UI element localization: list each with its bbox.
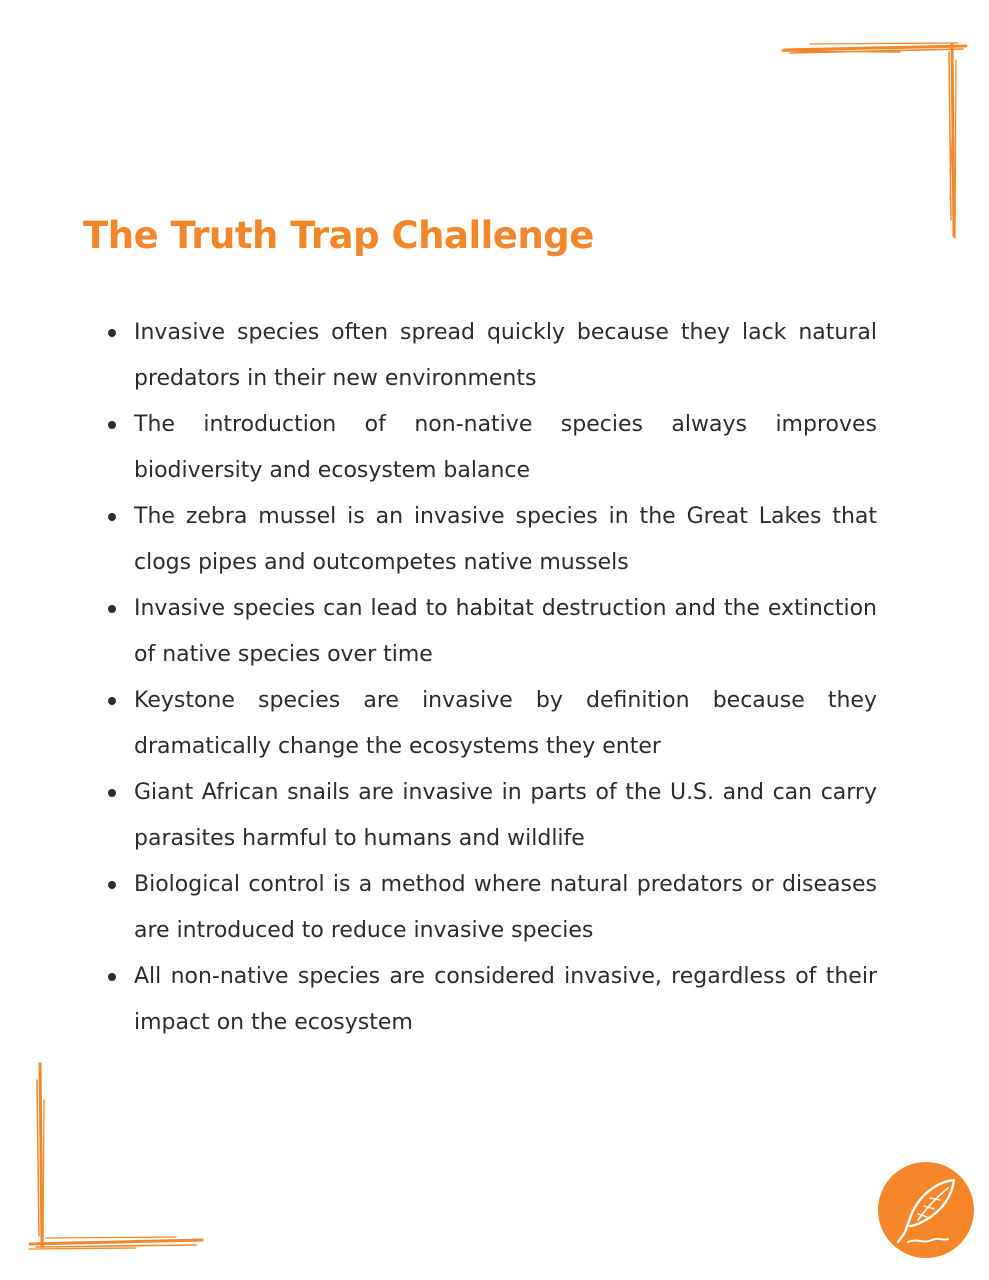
statement-text: Invasive species often spread quickly because they lack natural predators in their new environments <box>134 320 877 391</box>
statement-text: Biological control is a method where natural predators or diseases are introduced to reduce invasive species <box>134 872 877 943</box>
list-item <box>134 954 877 1046</box>
list-item <box>134 402 877 494</box>
statement-text: The introduction of non-native species always improves biodiversity and ecosystem balance <box>134 412 877 483</box>
bullet-icon <box>108 973 116 981</box>
statement-text: Invasive species can lead to habitat destruction and the extinction of native species over time <box>134 596 877 667</box>
corner-decoration-bottom-left-icon <box>26 1060 206 1252</box>
logo <box>878 1162 974 1258</box>
list-item <box>134 678 877 770</box>
statement-text: All non-native species are considered invasive, regardless of their impact on the ecosystem <box>134 964 877 1035</box>
bullet-icon <box>108 421 116 429</box>
list-item <box>134 770 877 862</box>
statement-text: The zebra mussel is an invasive species in the Great Lakes that clogs pipes and outcompetes native mussels <box>134 504 877 575</box>
bullet-icon <box>108 881 116 889</box>
list-item <box>134 862 877 954</box>
corner-decoration-top-right-icon <box>780 40 970 242</box>
page-title: The Truth Trap Challenge <box>83 214 594 257</box>
statement-text: Giant African snails are invasive in parts of the U.S. and can carry parasites harmful to humans and wildlife <box>134 780 877 851</box>
statement-text: Keystone species are invasive by definition because they dramatically change the ecosystems they enter <box>134 688 877 759</box>
bullet-icon <box>108 605 116 613</box>
bullet-icon <box>108 697 116 705</box>
list-item <box>134 310 877 402</box>
bullet-icon <box>108 513 116 521</box>
bullet-icon <box>108 789 116 797</box>
list-item <box>134 494 877 586</box>
list-item <box>134 586 877 678</box>
statement-list <box>105 310 877 1046</box>
feather-quill-icon <box>878 1162 974 1258</box>
bullet-icon <box>108 329 116 337</box>
